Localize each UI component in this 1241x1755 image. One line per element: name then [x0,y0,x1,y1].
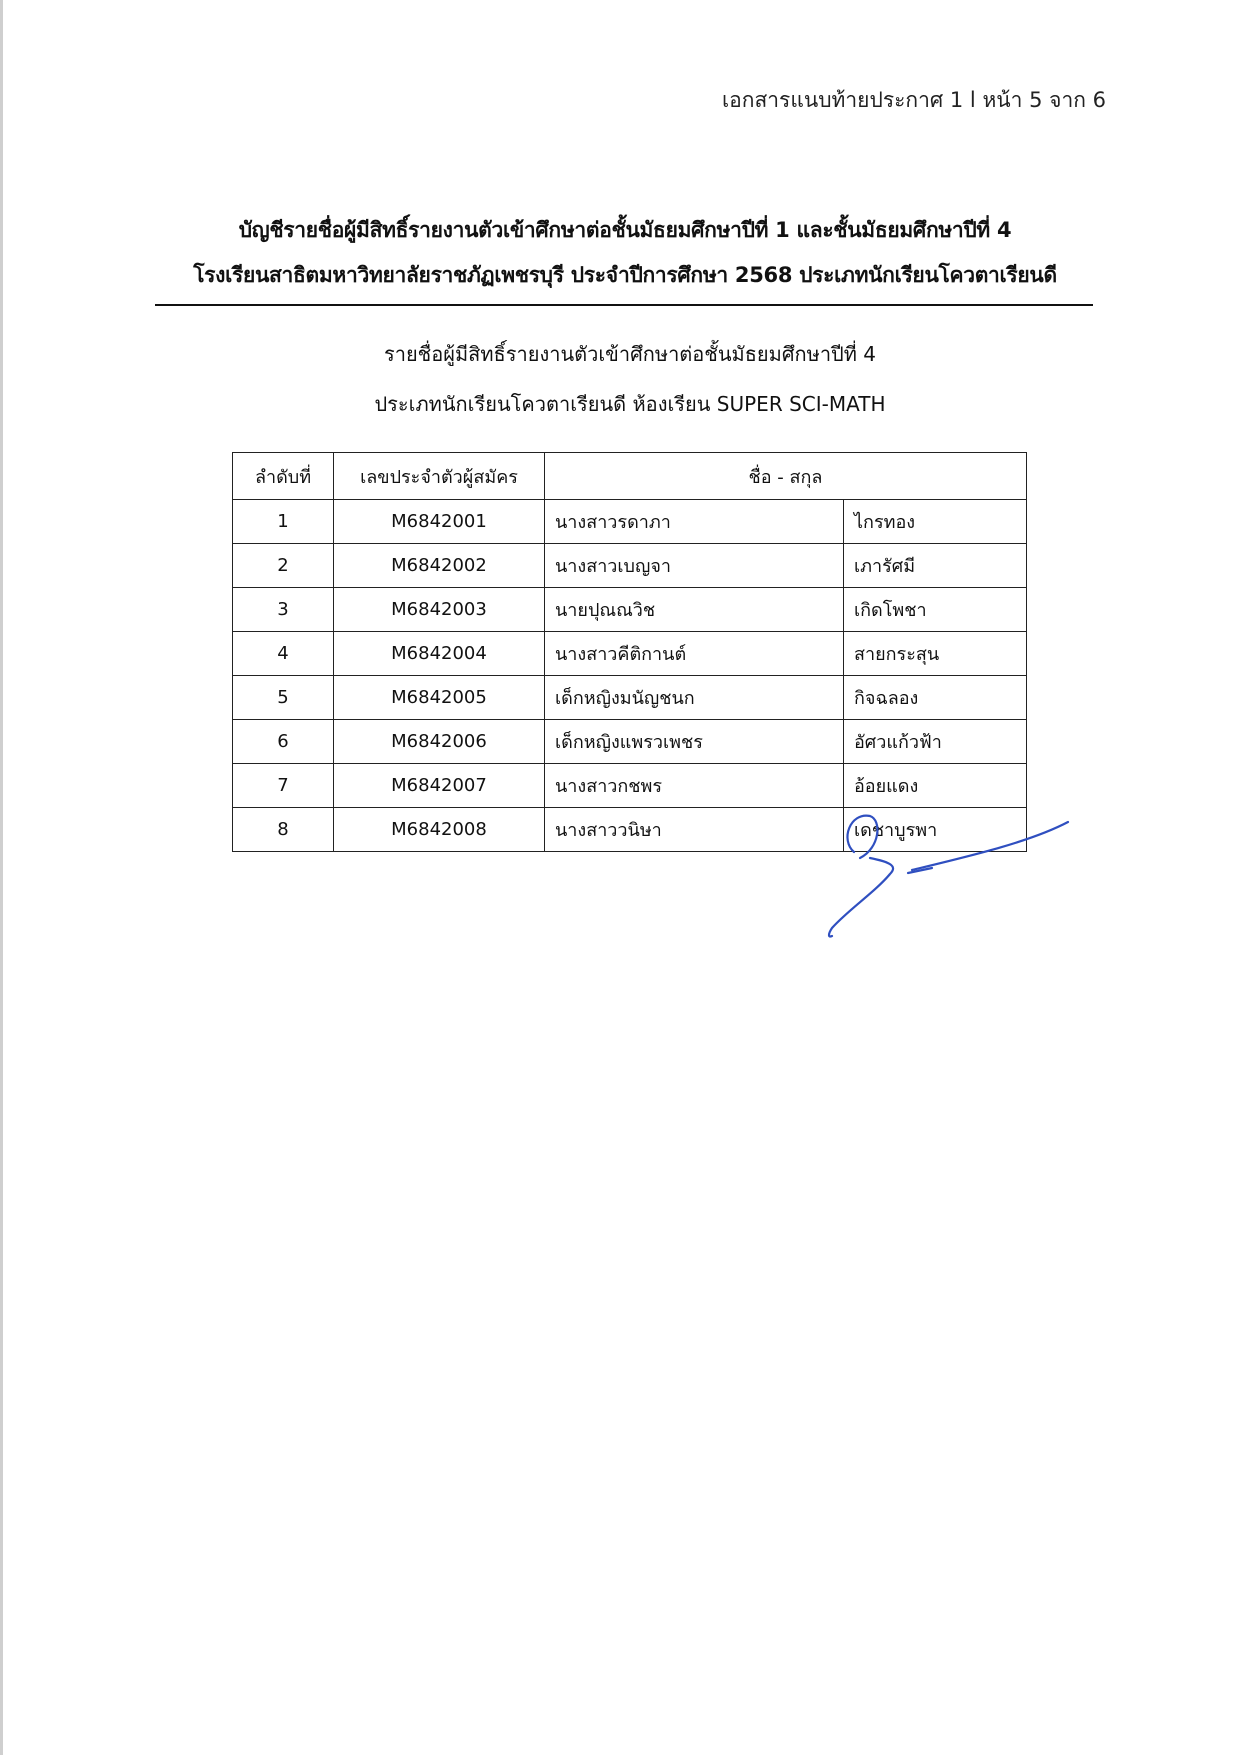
row-first-name: นางสาวคีติกานต์ [545,632,844,676]
row-applicant-id: M6842003 [334,588,545,632]
students-table [232,452,1027,852]
row-last-name: เดชาบูรพา [844,808,1027,852]
row-last-name: อ้อยแดง [844,764,1027,808]
row-order: 3 [233,588,334,632]
row-first-name: นางสาวเบญจา [545,544,844,588]
table-row [233,588,1027,632]
header-full-name: ชื่อ - สกุล [545,453,1027,500]
table-header-row [233,453,1027,500]
row-first-name: เด็กหญิงแพรวเพชร [545,720,844,764]
row-order: 1 [233,500,334,544]
row-order: 5 [233,676,334,720]
row-first-name: เด็กหญิงมนัญชนก [545,676,844,720]
table-row [233,720,1027,764]
row-order: 4 [233,632,334,676]
row-last-name: อัศวแก้วฟ้า [844,720,1027,764]
row-applicant-id: M6842001 [334,500,545,544]
header-applicant-id: เลขประจำตัวผู้สมัคร [334,453,545,500]
row-first-name: นางสาววนิษา [545,808,844,852]
row-order: 2 [233,544,334,588]
row-applicant-id: M6842008 [334,808,545,852]
page-reference: เอกสารแนบท้ายประกาศ 1 l หน้า 5 จาก 6 [721,88,1106,112]
subtitle-line2: ประเภทนักเรียนโควตาเรียนดี ห้องเรียน SUPER SCI-MATH [374,392,886,416]
table-row [233,500,1027,544]
signature [820,800,1090,940]
row-last-name: เภารัศมี [844,544,1027,588]
row-first-name: นายปุณณวิช [545,588,844,632]
header-order: ลำดับที่ [233,453,334,500]
row-applicant-id: M6842002 [334,544,545,588]
table-row [233,676,1027,720]
title-divider [155,304,1093,306]
document-title-line1: บัญชีรายชื่อผู้มีสิทธิ์รายงานตัวเข้าศึกษาต่อชั้นมัธยมศึกษาปีที่ 1 และชั้นมัธยมศึกษาปีที่ 4 [238,218,1012,242]
row-order: 6 [233,720,334,764]
row-applicant-id: M6842005 [334,676,545,720]
row-first-name: นางสาวกชพร [545,764,844,808]
row-order: 7 [233,764,334,808]
row-order: 8 [233,808,334,852]
row-last-name: สายกระสุน [844,632,1027,676]
document-title-line2: โรงเรียนสาธิตมหาวิทยาลัยราชภัฏเพชรบุรี ประจำปีการศึกษา 2568 ประเภทนักเรียนโควตาเรียนดี [193,263,1057,287]
subtitle-line1: รายชื่อผู้มีสิทธิ์รายงานตัวเข้าศึกษาต่อชั้นมัธยมศึกษาปีที่ 4 [383,342,877,366]
row-last-name: กิจฉลอง [844,676,1027,720]
row-last-name: เกิดโพชา [844,588,1027,632]
scan-edge [0,0,3,1755]
row-applicant-id: M6842007 [334,764,545,808]
row-applicant-id: M6842006 [334,720,545,764]
row-first-name: นางสาวรดาภา [545,500,844,544]
row-last-name: ไกรทอง [844,500,1027,544]
table-row [233,632,1027,676]
table-row [233,544,1027,588]
row-applicant-id: M6842004 [334,632,545,676]
